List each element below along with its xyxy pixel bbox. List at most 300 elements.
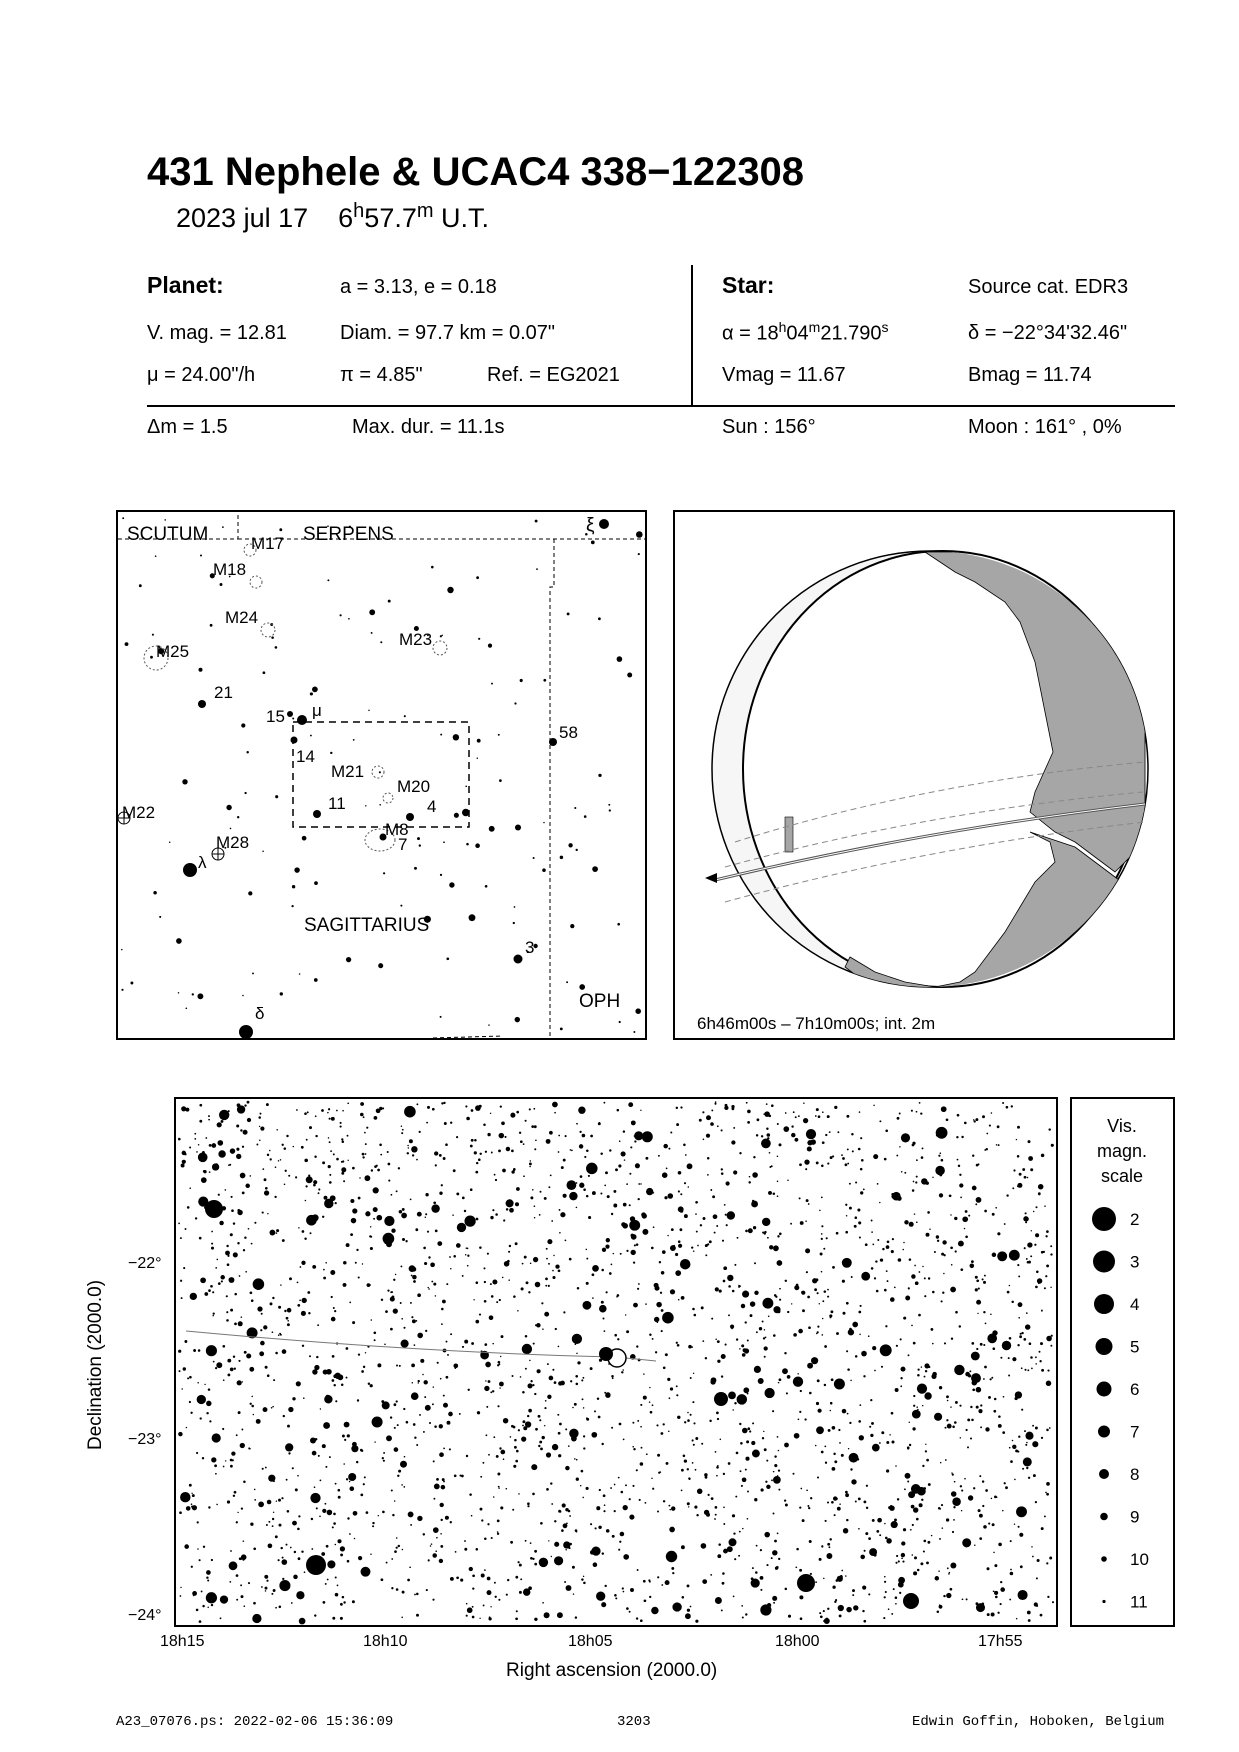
field-star: [1039, 1360, 1041, 1362]
field-star: [819, 1210, 821, 1212]
field-star: [614, 1594, 617, 1597]
field-star: [272, 1406, 274, 1408]
field-star: [347, 1517, 349, 1519]
field-star: [745, 1230, 748, 1233]
field-star: [998, 1144, 1000, 1146]
field-star: [439, 1559, 443, 1563]
field-star: [945, 1459, 947, 1461]
field-star: [523, 1175, 525, 1177]
field-star: [626, 1183, 628, 1185]
field-star: [328, 1108, 330, 1110]
planet-orbit: a = 3.13, e = 0.18: [340, 276, 497, 298]
field-star: [544, 1425, 545, 1426]
field-star: [910, 1529, 912, 1531]
field-star: [802, 1309, 805, 1312]
field-star: [922, 1266, 923, 1267]
field-star: [912, 1144, 915, 1147]
field-star: [634, 1140, 636, 1142]
field-star: [498, 734, 500, 736]
field-star: [931, 1328, 934, 1331]
field-star: [467, 1607, 473, 1613]
field-star: [671, 1228, 674, 1231]
field-star: [1006, 1194, 1008, 1196]
field-star: [904, 1488, 906, 1490]
field-star: [576, 1459, 578, 1461]
field-star: [1041, 1437, 1043, 1439]
field-star: [1035, 1501, 1037, 1503]
field-star: [848, 1448, 849, 1449]
field-star: [263, 1407, 268, 1412]
field-star: [279, 1524, 282, 1527]
field-star: [442, 635, 443, 636]
field-star: [817, 1476, 819, 1478]
field-star: [973, 1119, 975, 1121]
field-star: [285, 1443, 293, 1451]
field-star: [276, 1129, 278, 1131]
field-star: [970, 1406, 972, 1408]
field-star: [798, 1115, 800, 1117]
field-star: [845, 1204, 847, 1206]
field-star: [535, 1428, 538, 1431]
field-star: [514, 702, 516, 704]
field-star: [217, 1140, 223, 1146]
field-star: [554, 1381, 557, 1384]
field-star: [649, 1401, 651, 1403]
field-star: [402, 1129, 404, 1131]
field-star: [1014, 1397, 1017, 1400]
field-star: [727, 1211, 735, 1219]
field-star: [1023, 1457, 1032, 1466]
field-star: [778, 1382, 780, 1384]
field-star: [487, 1590, 492, 1595]
field-star: [845, 1575, 847, 1577]
field-star: [821, 1451, 824, 1454]
field-star: [1012, 1440, 1014, 1442]
field-star: [864, 1550, 866, 1552]
field-star: [975, 1288, 978, 1291]
field-star: [773, 1193, 776, 1196]
field-star: [388, 1163, 391, 1166]
field-star: [799, 1506, 801, 1508]
label-lambda: λ: [198, 853, 207, 872]
field-star: [372, 1522, 374, 1524]
field-star: [950, 1406, 951, 1407]
field-star: [833, 1496, 837, 1500]
field-star: [260, 1341, 265, 1346]
field-star: [960, 1437, 961, 1438]
field-star: [838, 1605, 844, 1611]
field-star: [227, 1263, 230, 1266]
field-star: [739, 1348, 741, 1350]
field-star: [405, 1240, 407, 1242]
field-star: [767, 1137, 769, 1139]
field-star: [250, 1523, 253, 1526]
field-star: [1014, 1479, 1016, 1481]
field-star: [964, 1478, 966, 1480]
field-star: [1003, 1396, 1005, 1398]
field-star: [442, 1300, 446, 1304]
field-star: [474, 1151, 477, 1154]
field-star: [506, 1199, 514, 1207]
field-star: [440, 734, 442, 736]
field-star: [821, 1225, 823, 1227]
field-star: [544, 1197, 547, 1200]
field-star: [238, 1321, 243, 1326]
field-star: [721, 1354, 726, 1359]
field-star: [464, 1548, 467, 1551]
field-star: [637, 1288, 639, 1290]
field-star: [939, 1173, 942, 1176]
field-star: [997, 1251, 1007, 1261]
field-star: [860, 1305, 862, 1307]
field-star: [838, 1429, 840, 1431]
field-star: [562, 1503, 566, 1507]
field-star: [539, 1558, 548, 1567]
field-star: [754, 1291, 758, 1295]
field-star: [688, 1186, 690, 1188]
field-star: [191, 1493, 192, 1494]
field-star: [654, 1283, 659, 1288]
field-star: [751, 1201, 758, 1208]
field-star: [750, 1314, 753, 1317]
field-star: [384, 1216, 394, 1226]
field-star: [264, 1575, 268, 1579]
field-star: [528, 1409, 532, 1413]
field-star: [712, 1195, 715, 1198]
field-star: [536, 1323, 541, 1328]
field-star: [424, 1262, 427, 1265]
field-star: [236, 1148, 239, 1151]
field-star: [766, 1103, 768, 1105]
field-star: [401, 1318, 403, 1320]
field-star: [490, 1283, 492, 1285]
field-star: [761, 1139, 771, 1149]
field-star: [651, 1478, 652, 1479]
field-star: [764, 1356, 766, 1358]
field-star: [431, 566, 434, 569]
field-star: [866, 1485, 868, 1487]
field-star: [1051, 1144, 1054, 1147]
field-star: [606, 1529, 610, 1533]
field-star: [417, 837, 420, 840]
label-m8: M8: [385, 820, 409, 839]
field-star: [558, 1454, 561, 1457]
field-star: [934, 1251, 936, 1253]
label-sagittarius: SAGITTARIUS: [304, 915, 430, 936]
field-star: [314, 1486, 316, 1488]
field-star: [402, 1549, 404, 1551]
field-star: [312, 687, 318, 693]
field-star: [836, 1232, 839, 1235]
field-star: [231, 1209, 234, 1212]
field-star: [289, 1277, 292, 1280]
field-star: [676, 1385, 678, 1387]
field-star: [282, 1239, 285, 1242]
field-star: [121, 949, 122, 950]
planet-parallax: π = 4.85": [340, 364, 423, 386]
field-star: [484, 1343, 487, 1346]
field-star: [350, 1233, 353, 1236]
field-star: [623, 1130, 625, 1132]
field-star: [742, 1617, 744, 1619]
field-star: [711, 1318, 713, 1320]
field-star: [609, 1149, 611, 1151]
field-star: [433, 1201, 436, 1204]
field-star: [846, 1215, 848, 1217]
field-star: [632, 1446, 634, 1448]
field-star: [748, 1228, 753, 1233]
field-star: [976, 1197, 982, 1203]
field-star: [1017, 1126, 1020, 1129]
field-star: [987, 1613, 990, 1616]
field-star: [732, 1290, 735, 1293]
field-star: [603, 1510, 605, 1512]
field-star: [542, 1602, 544, 1604]
field-star: [178, 1223, 180, 1225]
field-star: [986, 1148, 988, 1150]
field-star: [707, 1157, 710, 1160]
field-star: [475, 1320, 479, 1324]
field-star: [457, 1223, 466, 1232]
star-chart: [174, 1097, 1058, 1627]
field-star: [197, 1395, 206, 1404]
field-star: [721, 1375, 723, 1377]
field-star: [262, 850, 264, 852]
field-star: [225, 1460, 226, 1461]
field-star: [494, 1174, 496, 1176]
field-star: [959, 1325, 961, 1327]
field-star: [602, 1248, 606, 1252]
field-star: [252, 1614, 261, 1623]
field-star: [916, 1518, 919, 1521]
field-star: [473, 1299, 474, 1300]
field-star: [1046, 1493, 1049, 1496]
field-star: [802, 1519, 805, 1522]
field-star: [541, 1302, 543, 1304]
field-star: [579, 1131, 581, 1133]
field-star: [564, 1581, 566, 1583]
legend-items: [1092, 1207, 1149, 1612]
field-star: [385, 1310, 388, 1313]
field-star: [1009, 1285, 1011, 1287]
field-star: [971, 1352, 980, 1361]
field-star: [777, 1181, 779, 1183]
field-star: [720, 1439, 722, 1441]
field-star: [1017, 1155, 1020, 1158]
field-star: [237, 1105, 245, 1113]
field-star: [1017, 1451, 1019, 1453]
field-star: [579, 1144, 583, 1148]
field-star: [591, 1432, 597, 1438]
field-star: [210, 1285, 213, 1288]
field-star: [959, 1174, 961, 1176]
field-star: [241, 1316, 243, 1318]
field-star: [408, 1511, 414, 1517]
field-star: [799, 1595, 803, 1599]
field-star: [1002, 1510, 1004, 1512]
field-star: [852, 1589, 855, 1592]
field-star: [365, 1352, 366, 1353]
event-date: 2023 jul 17: [176, 203, 309, 233]
field-star: [395, 1274, 396, 1275]
field-star: [434, 1425, 437, 1428]
field-star: [635, 1008, 641, 1014]
field-star: [1050, 1287, 1051, 1288]
field-star: [576, 1207, 578, 1209]
field-star: [891, 1521, 898, 1528]
field-star: [233, 1252, 238, 1257]
field-star: [338, 1496, 341, 1499]
field-star: [542, 1436, 545, 1439]
field-star: [994, 1591, 998, 1595]
field-star: [976, 1406, 979, 1409]
bright-star: [714, 1392, 728, 1406]
field-star: [1044, 1515, 1046, 1517]
field-star: [657, 1510, 659, 1512]
label-m25: M25: [156, 642, 190, 661]
field-star: [478, 638, 480, 640]
field-star: [600, 1152, 602, 1154]
planet-motion: μ = 24.00"/h: [147, 364, 256, 386]
field-star: [207, 1607, 208, 1608]
field-star: [994, 1398, 997, 1401]
field-star: [661, 1432, 664, 1435]
field-star: [343, 1601, 345, 1603]
field-star: [317, 1324, 319, 1326]
field-star: [302, 1345, 304, 1347]
field-star: [687, 1584, 690, 1587]
field-star: [234, 1368, 236, 1370]
field-star: [447, 1354, 449, 1356]
field-star: [436, 1478, 439, 1481]
field-star: [866, 1507, 868, 1509]
field-star: [971, 1342, 974, 1345]
field-star: [959, 1405, 961, 1407]
field-star: [279, 1333, 281, 1335]
field-star: [914, 1213, 915, 1214]
field-star: [936, 1134, 938, 1136]
field-star: [618, 1549, 620, 1551]
field-star: [310, 692, 313, 695]
field-star: [741, 1344, 744, 1347]
field-star: [1030, 1356, 1033, 1359]
field-star: [122, 517, 124, 519]
field-star: [617, 1338, 619, 1340]
field-star: [314, 978, 318, 982]
field-star: [583, 1407, 585, 1409]
field-star: [394, 1403, 397, 1406]
field-star: [896, 1155, 898, 1157]
field-star: [642, 1131, 653, 1142]
field-star: [319, 1515, 321, 1517]
field-star: [569, 1543, 572, 1546]
field-star: [548, 1540, 549, 1541]
field-star: [1008, 1357, 1010, 1359]
field-star: [1027, 1242, 1032, 1247]
field-star: [947, 1424, 952, 1429]
field-star: [312, 1221, 314, 1223]
field-star: [683, 1455, 686, 1458]
field-star: [521, 1436, 526, 1441]
field-star: [990, 1314, 992, 1316]
field-star: [918, 1314, 921, 1317]
field-star: [327, 1579, 329, 1581]
field-star: [623, 1591, 625, 1593]
field-star: [754, 1366, 761, 1373]
field-star: [640, 1404, 642, 1406]
field-star: [891, 1250, 894, 1253]
field-star: [559, 1232, 561, 1234]
field-star: [886, 1469, 889, 1472]
field-star: [534, 1205, 536, 1207]
field-star: [273, 1589, 276, 1592]
field-star: [271, 1407, 273, 1409]
field-star: [811, 1357, 818, 1364]
field-star: [723, 1266, 727, 1270]
field-star: [1035, 1427, 1038, 1430]
field-star: [870, 1434, 873, 1437]
field-star: [475, 843, 480, 848]
field-star: [313, 1180, 317, 1184]
field-star: [939, 1386, 942, 1389]
field-star: [341, 1167, 346, 1172]
field-star: [213, 1361, 215, 1363]
field-star: [988, 1396, 991, 1399]
field-star: [519, 1564, 522, 1567]
field-star: [231, 1451, 235, 1455]
field-star: [278, 1334, 280, 1336]
field-star: [941, 1106, 947, 1112]
field-star: [604, 1504, 606, 1506]
field-star: [431, 1204, 439, 1212]
field-star: [959, 1183, 963, 1187]
field-star: [1026, 1258, 1028, 1260]
planet-diameter: Diam. = 97.7 km = 0.07": [340, 322, 555, 344]
field-star: [558, 1432, 561, 1435]
field-star: [836, 1579, 839, 1582]
field-star: [229, 1277, 235, 1283]
globe-caption: 6h46m00s – 7h10m00s; int. 2m: [697, 1014, 936, 1033]
field-star: [687, 1468, 689, 1470]
field-star: [961, 1136, 963, 1138]
field-star: [249, 1367, 254, 1372]
field-star: [515, 1576, 518, 1579]
field-star: [453, 1255, 456, 1258]
field-star: [378, 963, 383, 968]
field-star: [687, 1502, 690, 1505]
field-star: [649, 1334, 651, 1336]
field-star: [603, 1102, 605, 1104]
field-star: [552, 1369, 554, 1371]
field-star: [1025, 1324, 1030, 1329]
field-star: [297, 1282, 299, 1284]
field-star: [263, 1325, 267, 1329]
field-star: [995, 1207, 997, 1209]
delta-mag: Δm = 1.5: [147, 416, 228, 438]
field-star: [209, 1144, 212, 1147]
field-star: [799, 1411, 801, 1413]
field-star: [827, 1501, 829, 1503]
field-star: [849, 1422, 851, 1424]
field-star: [474, 1139, 477, 1142]
field-star: [552, 1444, 558, 1450]
field-star: [710, 1574, 712, 1576]
field-star: [683, 1144, 686, 1147]
field-star: [519, 1132, 521, 1134]
field-star: [899, 1146, 900, 1147]
field-star: [404, 715, 406, 717]
field-star: [199, 668, 203, 672]
